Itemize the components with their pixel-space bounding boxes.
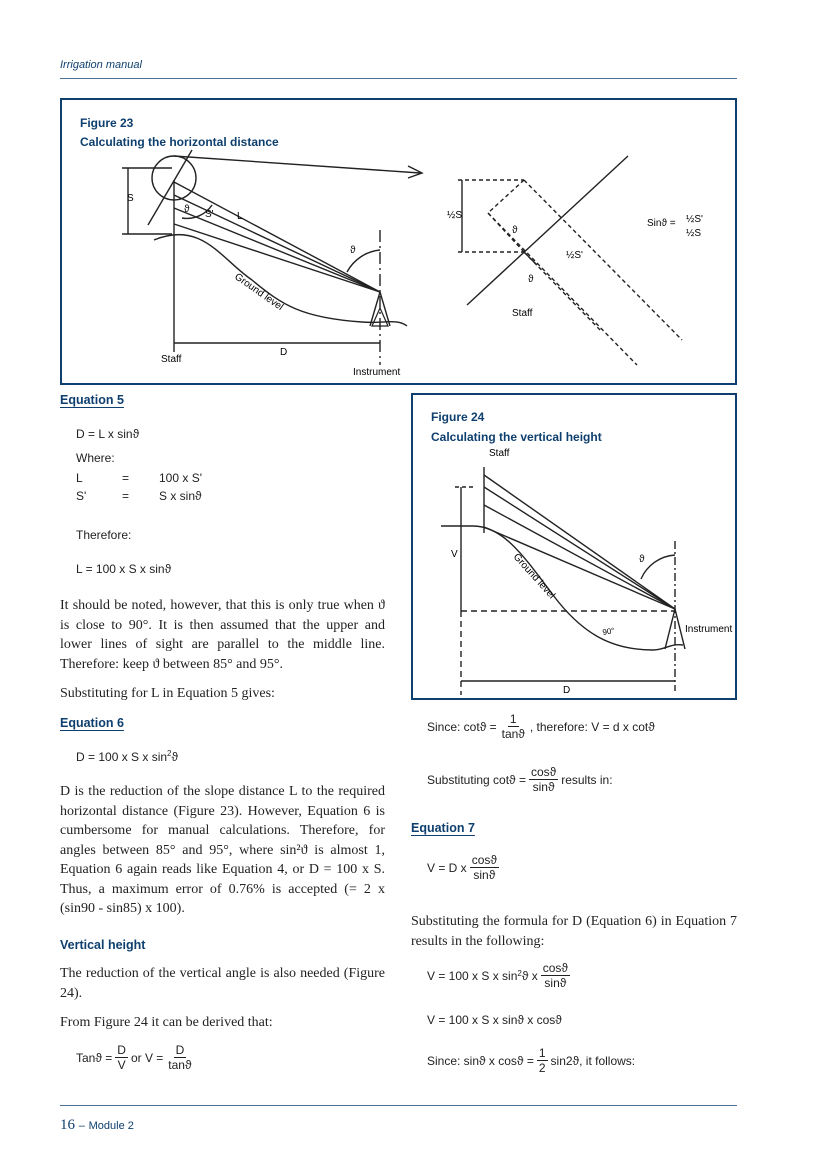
- since2-den: 2: [538, 1061, 546, 1075]
- para-4: The reduction of the vertical angle is also needed (Figure 24).: [60, 966, 385, 1001]
- where-row1-a: L: [76, 471, 83, 485]
- v1-den: sinϑ: [544, 976, 567, 990]
- eq6-line: [76, 749, 178, 764]
- tan-equation: [76, 1043, 197, 1072]
- v1-equation: [427, 961, 573, 990]
- fig23-label-s-prime: S': [205, 209, 214, 220]
- para-6: Substituting the formula for D (Equation 6) in Equation 7 results in the following:: [411, 914, 737, 949]
- fig23-label-theta3: ϑ: [512, 225, 518, 236]
- fig23-sin-formula: Sinϑ =: [647, 218, 676, 229]
- fig23-label-staff: Staff: [161, 354, 182, 365]
- where-row1-b: =: [122, 471, 130, 485]
- subst-equation: [427, 765, 613, 794]
- header-rule: [60, 78, 737, 79]
- since1-num: 1: [509, 712, 517, 726]
- where-row2-c: S x sinϑ: [159, 489, 202, 503]
- eq6-heading: Equation 6: [60, 716, 124, 730]
- figure-24-diagram: [413, 395, 735, 698]
- subst-num: cosϑ: [530, 765, 557, 779]
- subst-den: sinϑ: [532, 780, 555, 794]
- figure-23-box: [60, 98, 737, 385]
- figure-24-number: Figure 24: [431, 410, 485, 424]
- tan-or: or V =: [130, 1050, 164, 1065]
- since2-frac: [537, 1046, 548, 1075]
- figure-24-caption: Calculating the vertical height: [431, 430, 602, 444]
- since1-part-a: Since: cotϑ =: [427, 719, 497, 734]
- v2-equation: V = 100 x S x sinϑ x cosϑ: [427, 1013, 562, 1027]
- fig23-label-half-s-prime: ½S': [566, 250, 583, 261]
- v1-part-a: V = 100 x S x sin: [427, 968, 518, 983]
- subst-frac: [529, 765, 558, 794]
- where-row1-c: 100 x S': [159, 471, 202, 485]
- v1-num: cosϑ: [542, 961, 568, 975]
- l-equation: L = 100 x S x sinϑ: [76, 562, 172, 576]
- para-3: D is the reduction of the slope distance L to the required horizontal distance (Figure 23). However, Equation 6 is cumbersome for manual calculations. Therefore, for angles between 85° and 95°, where sin²ϑ is almost 1, Equation 6 again reads like Equation 4, or D = 100 x S. Thus, a maximum error of 0.76% is accepted (= 2 x (sin90 - sin85) x 100).: [60, 784, 385, 916]
- eq7-heading: Equation 7: [411, 821, 475, 835]
- eq7-num: cosϑ: [471, 853, 497, 867]
- since1-den: tanϑ: [501, 727, 525, 741]
- eq6-sup: 2: [167, 749, 172, 758]
- eq6-part-b: ϑ: [171, 750, 179, 764]
- vertical-height-heading: Vertical height: [60, 938, 146, 952]
- fig24-label-v: V: [451, 549, 458, 560]
- figure-23-diagram: [62, 100, 735, 383]
- since1-equation: [427, 712, 655, 741]
- v1-part-b: ϑ x: [521, 968, 538, 983]
- footer-rule: [60, 1105, 737, 1106]
- subst-part-a: Substituting cotϑ =: [427, 772, 526, 787]
- since2-part-a: Since: sinϑ x cosϑ =: [427, 1053, 534, 1068]
- eq7-frac: [470, 853, 499, 882]
- fig23-label-instrument: Instrument: [353, 367, 401, 378]
- eq5-heading: Equation 5: [60, 393, 124, 407]
- since2-num: 1: [538, 1046, 546, 1060]
- page-footer: [60, 1117, 134, 1134]
- fig23-label-l: L: [237, 211, 243, 222]
- fig24-label-ground: Ground level: [510, 551, 557, 602]
- eq7-part-a: V = D x: [427, 860, 467, 875]
- page-number: 16: [60, 1117, 75, 1133]
- tan-num-1: D: [117, 1043, 126, 1057]
- tan-frac-2: [166, 1043, 193, 1072]
- since1-frac: [500, 712, 527, 741]
- where-row2-b: =: [122, 489, 130, 503]
- fig23-label-half-s: ½S: [447, 210, 463, 221]
- fig24-label-d: D: [563, 685, 571, 696]
- footer-dash: –: [78, 1120, 85, 1132]
- since2-equation: [427, 1046, 635, 1075]
- fig23-label-theta4: ϑ: [528, 274, 534, 285]
- fig23-label-theta2: ϑ: [350, 245, 356, 256]
- v1-frac: [541, 961, 570, 990]
- since2-part-b: sin2ϑ, it follows:: [550, 1053, 636, 1068]
- figure-24-box: [411, 393, 737, 700]
- fig23-sin-num: ½S': [686, 214, 703, 225]
- para-2: Substituting for L in Equation 5 gives:: [60, 686, 275, 701]
- running-header: Irrigation manual: [60, 59, 142, 71]
- since1-part-b: , therefore: V = d x cotϑ: [529, 719, 655, 734]
- eq5-line: D = L x sinϑ: [76, 427, 140, 441]
- figure-23-caption: Calculating the horizontal distance: [80, 135, 279, 149]
- fig23-label-ground: Ground level: [232, 271, 286, 313]
- fig23-label-theta1: ϑ: [184, 204, 190, 215]
- fig23-label-s: S: [127, 193, 134, 204]
- fig24-label-instrument: Instrument: [685, 624, 733, 635]
- fig23-sin-den: ½S: [686, 228, 702, 239]
- where-label: Where:: [76, 451, 115, 465]
- tan-num-2: D: [175, 1043, 185, 1057]
- fig24-label-staff: Staff: [489, 448, 510, 459]
- para-1: It should be noted, however, that this is only true when ϑ is close to 90°. It is then assumed that the upper and lower lines of sight are parallel to the middle line. Therefore: keep ϑ between 85° and 95°.: [60, 598, 385, 672]
- tan-den-1: V: [117, 1058, 126, 1072]
- subst-part-b: results in:: [561, 772, 613, 787]
- para-5: From Figure 24 it can be derived that:: [60, 1015, 273, 1030]
- fig23-label-staff2: Staff: [512, 308, 533, 319]
- v1-sup: 2: [517, 969, 522, 978]
- tan-den-2: tanϑ: [168, 1058, 192, 1072]
- fig24-label-theta: ϑ: [639, 554, 645, 565]
- module-label: Module 2: [88, 1120, 134, 1132]
- tan-part-a: Tanϑ =: [76, 1050, 113, 1065]
- fig24-label-rot: 90°: [601, 626, 616, 637]
- eq7-den: sinϑ: [473, 868, 496, 882]
- figure-23-number: Figure 23: [80, 116, 134, 130]
- eq7-equation: [427, 853, 502, 882]
- tan-frac-1: [115, 1043, 128, 1072]
- fig23-label-d: D: [280, 347, 288, 358]
- eq6-part-a: D = 100 x S x sin: [76, 750, 168, 764]
- therefore-label: Therefore:: [76, 528, 132, 542]
- where-row2-a: S': [76, 489, 87, 503]
